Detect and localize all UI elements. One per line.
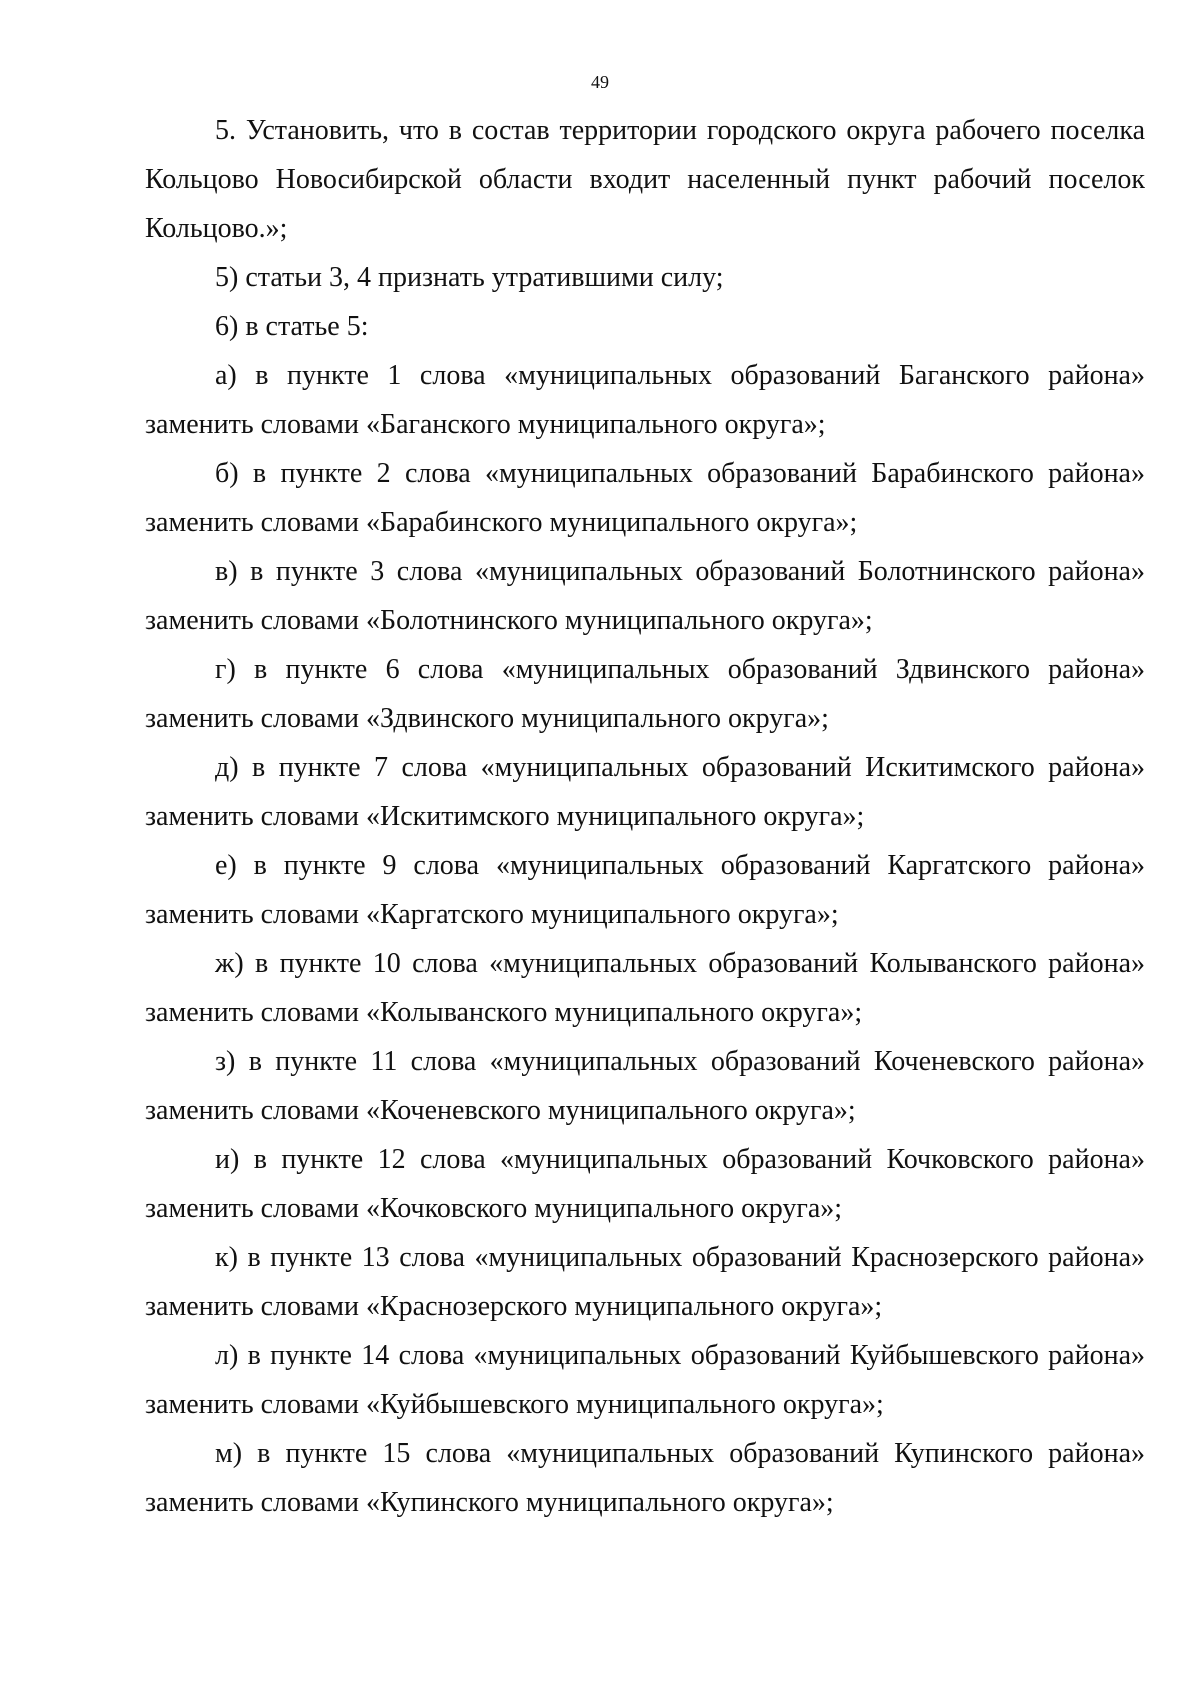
list-item-i: и) в пункте 12 слова «муниципальных образований Кочковского района» заменить словами «Кочковского муниципального округа»; [145,1144,1145,1224]
list-item-z: з) в пункте 11 слова «муниципальных образований Коченевского района» заменить словами «Коченевского муниципального округа»; [145,1046,1145,1126]
list-item-v: в) в пункте 3 слова «муниципальных образований Болотнинского района» заменить словами «Болотнинского муниципального округа»; [145,556,1145,636]
list-item-g: г) в пункте 6 слова «муниципальных образований Здвинского района» заменить словами «Здвинского муниципального округа»; [145,654,1145,734]
paragraph-territory: 5. Установить, что в состав территории городского округа рабочего поселка Кольцово Новосибирской области входит населенный пункт рабочий поселок Кольцово.»; [145,115,1145,244]
list-item-k: к) в пункте 13 слова «муниципальных образований Краснозерского района» заменить словами «Краснозерского муниципального округа»; [145,1242,1145,1322]
list-item-m: м) в пункте 15 слова «муниципальных образований Купинского района» заменить словами «Купинского муниципального округа»; [145,1438,1145,1518]
list-item-d: д) в пункте 7 слова «муниципальных образований Искитимского района» заменить словами «Искитимского муниципального округа»; [145,752,1145,832]
page-number: 49 [591,72,609,92]
paragraph-articles-void: 5) статьи 3, 4 признать утратившими силу; [215,262,724,293]
document-body [145,106,1145,1527]
list-item-e: е) в пункте 9 слова «муниципальных образований Каргатского района» заменить словами «Каргатского муниципального округа»; [145,850,1145,930]
list-item-zh: ж) в пункте 10 слова «муниципальных образований Колыванского района» заменить словами «Колыванского муниципального округа»; [145,948,1145,1028]
paragraph-article-5: 6) в статье 5: [215,311,369,342]
list-item-b: б) в пункте 2 слова «муниципальных образований Барабинского района» заменить словами «Барабинского муниципального округа»; [145,458,1145,538]
list-item-l: л) в пункте 14 слова «муниципальных образований Куйбышевского района» заменить словами «Куйбышевского муниципального округа»; [145,1340,1145,1420]
list-item-a: а) в пункте 1 слова «муниципальных образований Баганского района» заменить словами «Баганского муниципального округа»; [145,360,1145,440]
